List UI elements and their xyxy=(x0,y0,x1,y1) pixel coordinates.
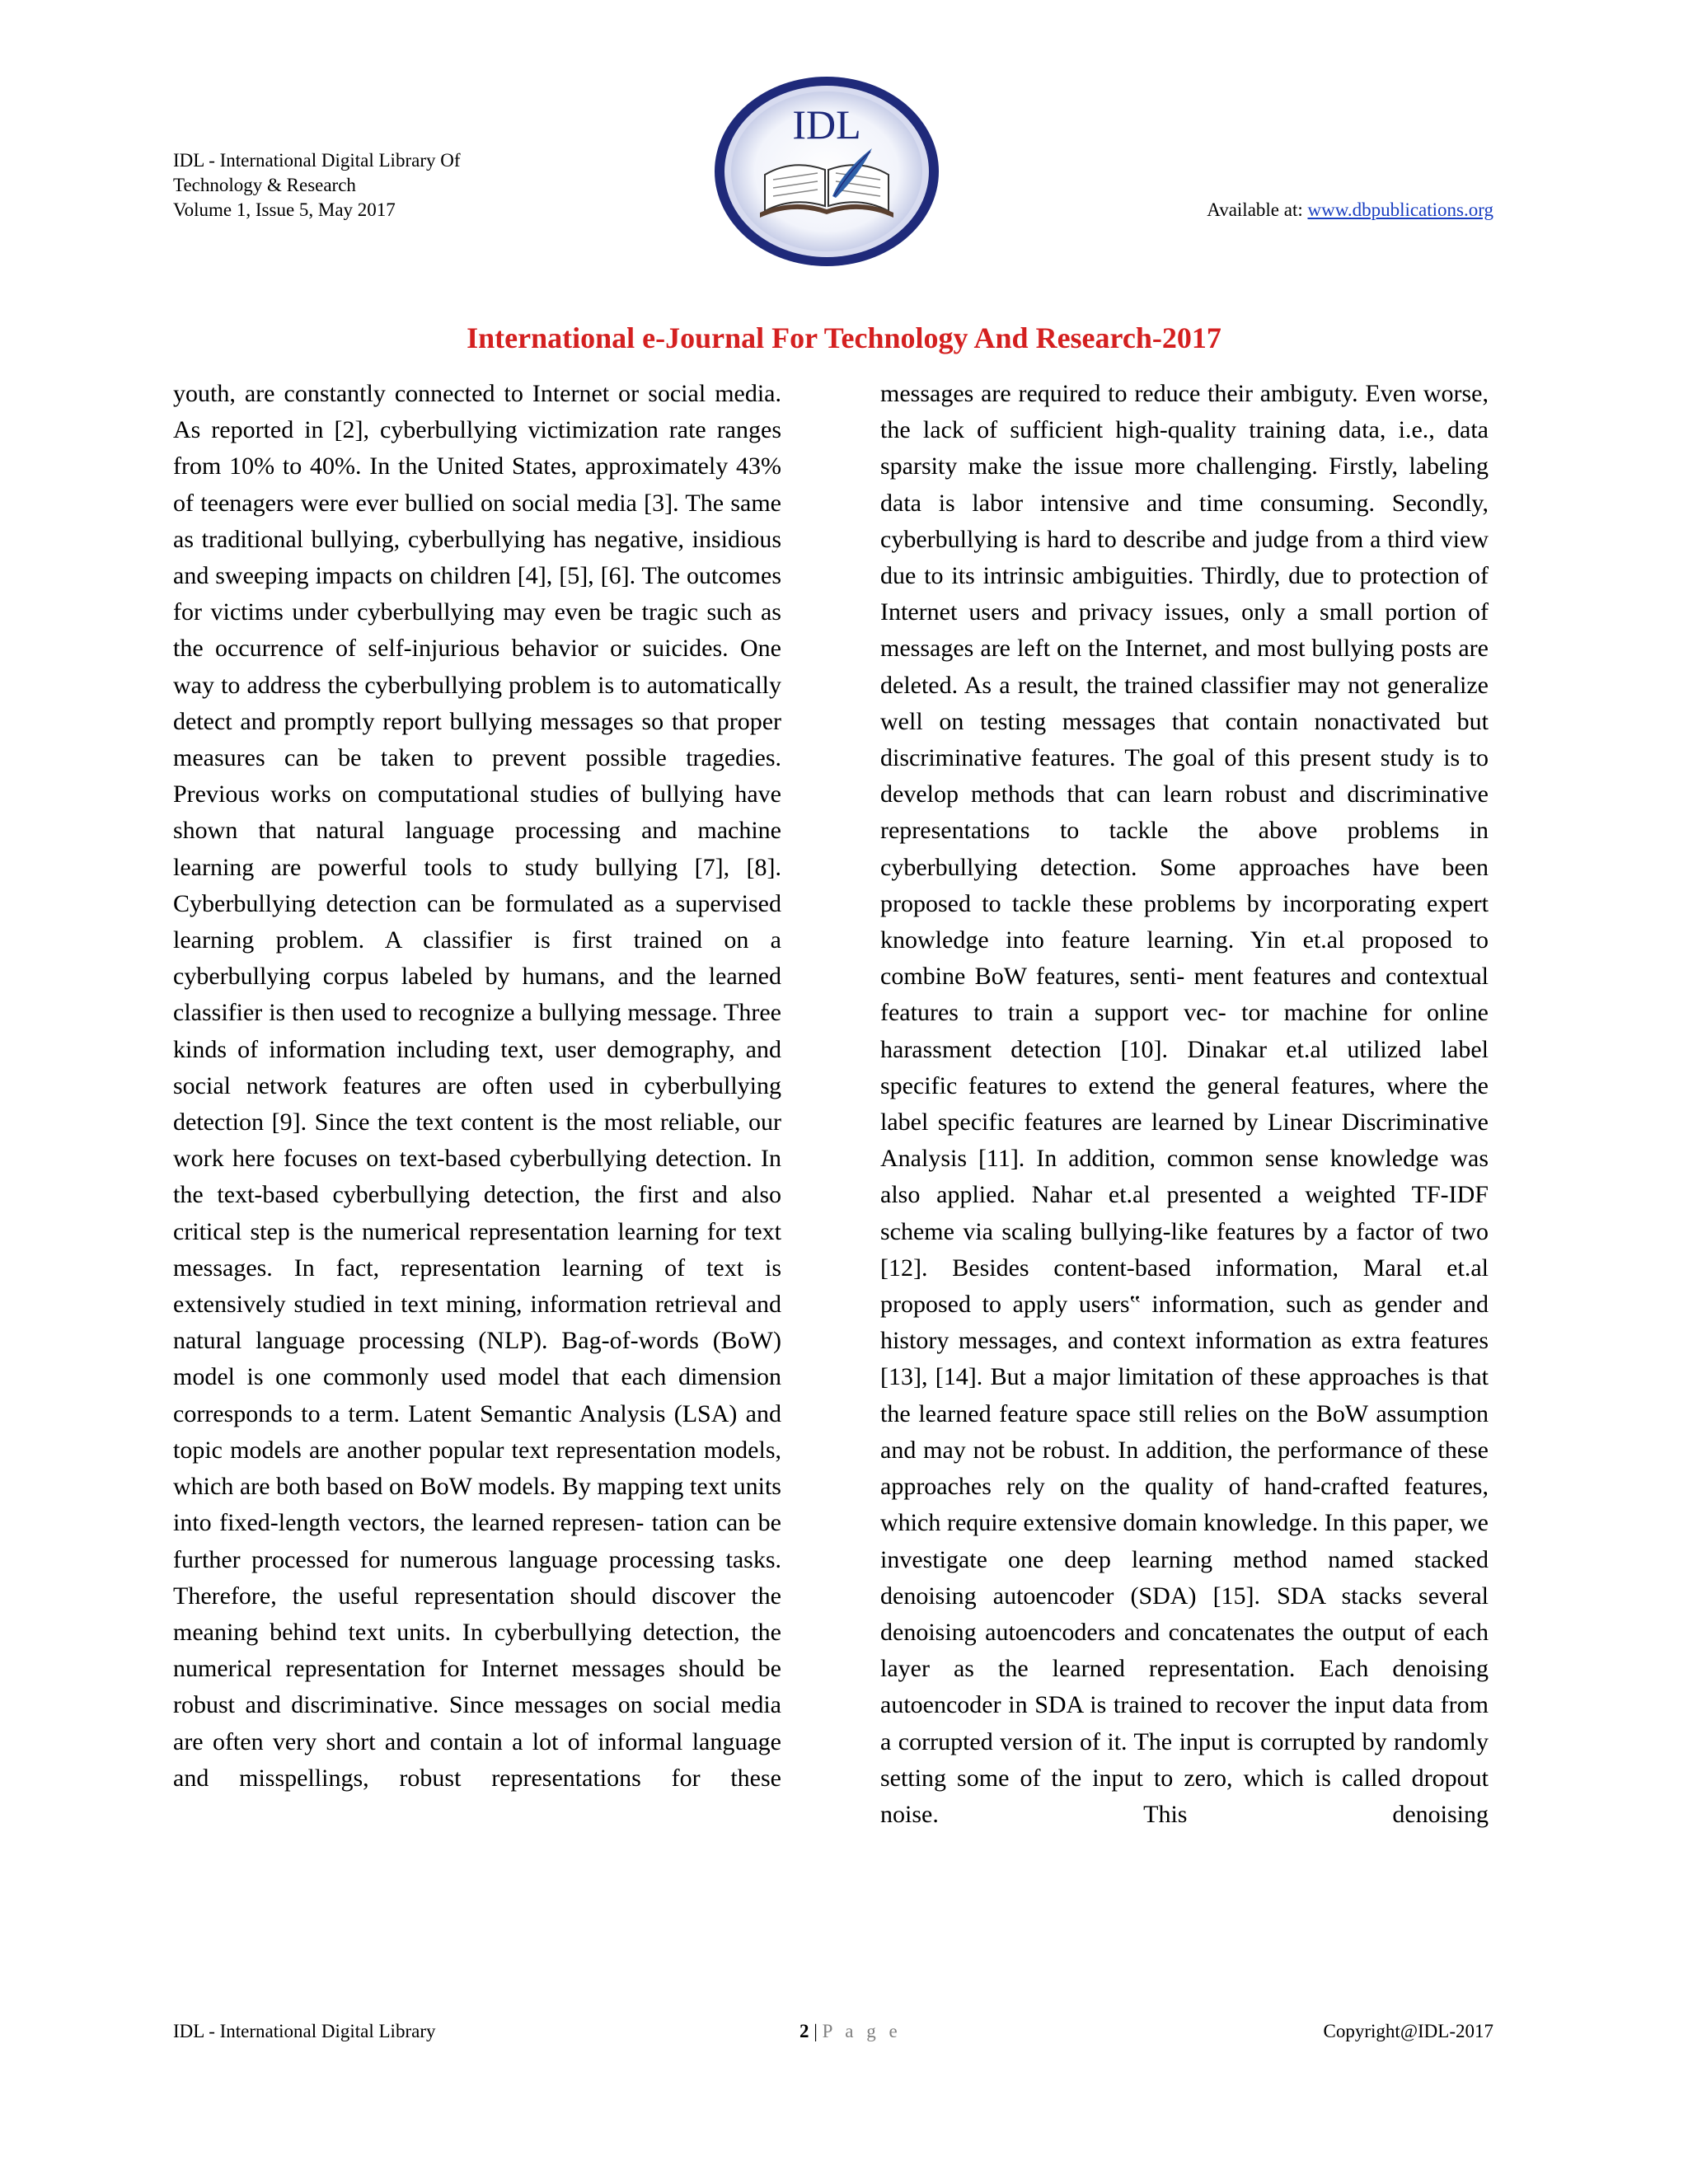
publication-link[interactable]: www.dbpublications.org xyxy=(1307,199,1493,220)
footer-page xyxy=(799,2019,902,2044)
logo-text: IDL xyxy=(792,101,861,148)
header-right xyxy=(1207,198,1493,223)
right-column xyxy=(880,376,1489,1833)
journal-title: International e-Journal For Technology And Research-2017 xyxy=(467,321,1221,354)
page-separator: | xyxy=(809,2021,823,2041)
footer-copyright: Copyright@IDL-2017 xyxy=(1323,2021,1493,2041)
page-number: 2 xyxy=(799,2021,809,2041)
org-name-line1: IDL - International Digital Library Of xyxy=(173,150,461,171)
left-column-text: youth, are constantly connected to Internet or social media. As reported in [2], cyberbullying victimization rate ranges from 10% to 40%. In the United States, approximately 43% of teenagers were ever bullied on social media [3]. The same as traditional bullying, cyberbullying has negative, insidious and sweeping impacts on children [4], [5], [6]. The outcomes for victims under cyberbullying may even be tragic such as the occurrence of self-injurious behavior or suicides. One way to address the cyberbullying problem is to automatically detect and promptly report bullying messages so that proper measures can be taken to prevent possible tragedies. Previous works on computational studies of bullying have shown that natural language processing and machine learning are powerful tools to study bullying [7], [8]. Cyberbullying detection can be formulated as a supervised learning problem. A classifier is first trained on a cyberbullying corpus labeled by humans, and the learned classifier is then used to recognize a bullying message. Three kinds of information including text, user demography, and social network features are often used in cyberbullying detection [9]. Since the text content is the most reliable, our work here focuses on text-based cyberbullying detection. In the text-based cyberbullying detection, the first and also critical step is the numerical representation learning for text messages. In fact, representation learning of text is extensively studied in text mining, information retrieval and natural language processing (NLP). Bag-of-words (BoW) model is one commonly used model that each dimension corresponds to a term. Latent Semantic Analysis (LSA) and topic models are another popular text representation models, which are both based on BoW models. By mapping text units into fixed-length vectors, the learned represen- tation can be further processed for numerous language processing tasks. Therefore, the useful representation should discover the meaning behind text units. In cyberbullying detection, the numerical representation for Internet messages should be robust and discriminative. Since messages on social media are often very short and contain a lot of informal language and misspellings, robust representations for these xyxy=(173,380,781,1792)
left-column xyxy=(173,376,781,1797)
org-name-line2: Technology & Research xyxy=(173,175,356,195)
page-label: P a g e xyxy=(822,2021,902,2041)
footer-library: IDL - International Digital Library xyxy=(173,2021,436,2041)
right-column-text: messages are required to reduce their ambiguty. Even worse, the lack of sufficient high-quality training data, i.e., data sparsity make the issue more challenging. Firstly, labeling data is labor intensive and time consuming. Secondly, cyberbullying is hard to describe and judge from a third view due to its intrinsic ambiguities. Thirdly, due to protection of Internet users and privacy issues, only a small portion of messages are left on the Internet, and most bullying posts are deleted. As a result, the trained classifier may not generalize well on testing messages that contain nonactivated but discriminative features. The goal of this present study is to develop methods that can learn robust and discriminative representations to tackle the above problems in cyberbullying detection. Some approaches have been proposed to tackle these problems by incorporating expert knowledge into feature learning. Yin et.al proposed to combine BoW features, senti- ment features and contextual features to train a support vec- tor machine for online harassment detection [10]. Dinakar et.al utilized label specific features to extend the general features, where the label specific features are learned by Linear Discriminative Analysis [11]. In addition, common sense knowledge was also applied. Nahar et.al presented a weighted TF-IDF scheme via scaling bullying-like features by a factor of two [12]. Besides content-based information, Maral et.al proposed to apply users‟ information, such as gender and history messages, and context information as extra features [13], [14]. But a major limitation of these approaches is that the learned feature space still relies on the BoW assumption and may not be robust. In addition, the performance of these approaches rely on the quality of hand-crafted features, which require extensive domain knowledge. In this paper, we investigate one deep learning method named stacked denoising autoencoder (SDA) [15]. SDA stacks several denoising autoencoders and concatenates the output of each layer as the learned representation. Each denoising autoencoder in SDA is trained to recover the input data from a corrupted version of it. The input is corrupted by randomly setting some of the input to zero, which is called dropout noise. This denoising xyxy=(880,380,1489,1828)
available-label: Available at: xyxy=(1207,199,1308,220)
idl-logo xyxy=(710,73,943,270)
header-left xyxy=(173,148,461,223)
volume-issue: Volume 1, Issue 5, May 2017 xyxy=(173,199,396,220)
